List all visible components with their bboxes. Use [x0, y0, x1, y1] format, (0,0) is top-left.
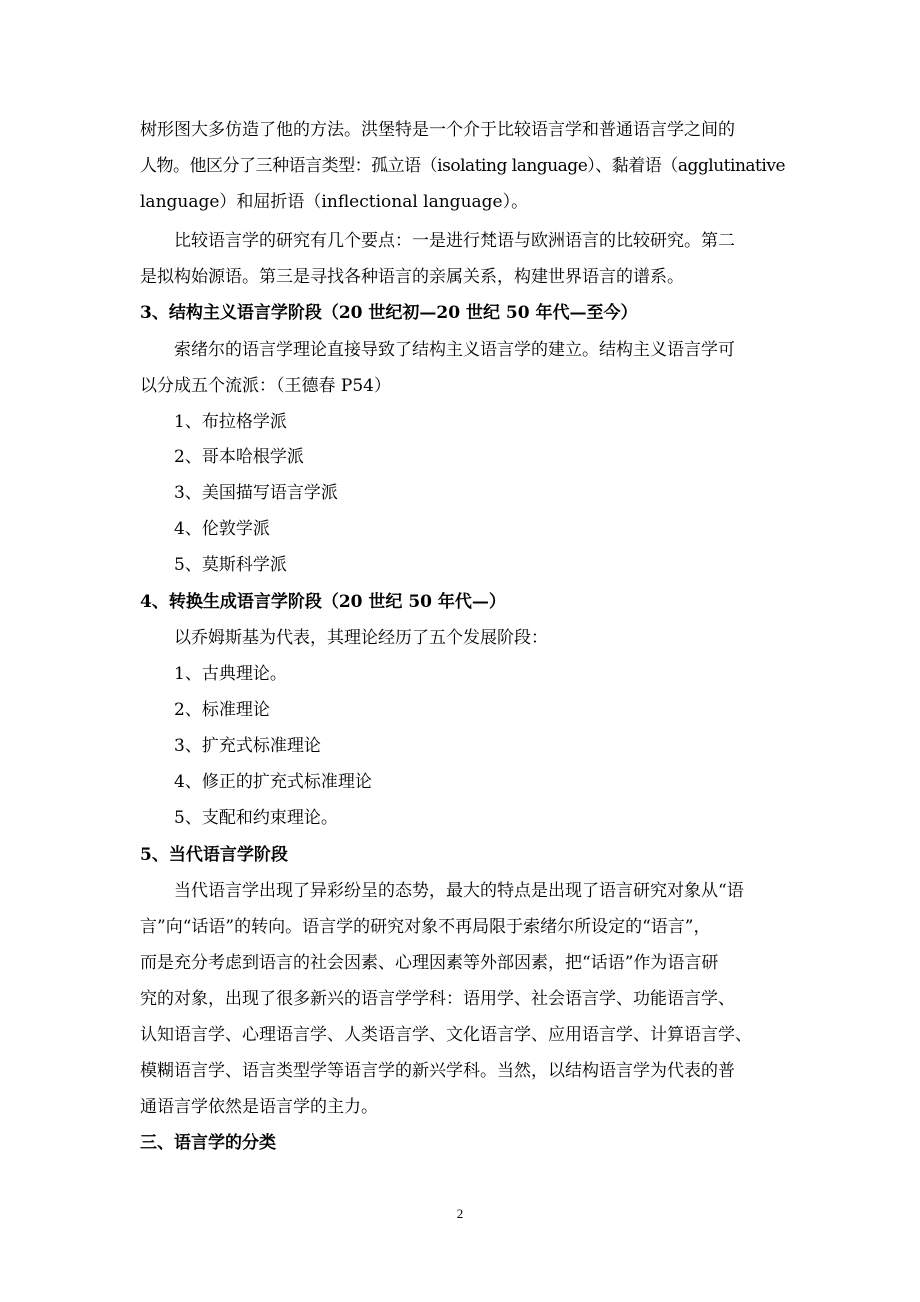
section-heading: 4、转换生成语言学阶段（20 世纪 50 年代—） [140, 592, 506, 612]
text-line: 而是充分考虑到语言的社会因素、心理因素等外部因素，把“话语”作为语言研 [140, 953, 719, 973]
text-line: 究的对象，出现了很多新兴的语言学学科：语用学、社会语言学、功能语言学、 [140, 989, 735, 1009]
text-line: 人物。他区分了三种语言类型：孤立语（isolating language）、黏着语（agglutinative [140, 156, 786, 176]
section-heading: 5、当代语言学阶段 [140, 845, 288, 865]
text-line: 以乔姆斯基为代表，其理论经历了五个发展阶段： [174, 628, 548, 648]
section-heading: 3、结构主义语言学阶段（20 世纪初—20 世纪 50 年代—至今） [140, 303, 638, 323]
text-line: 模糊语言学、语言类型学等语言学的新兴学科。当然，以结构语言学为代表的普 [140, 1061, 735, 1081]
text-line: 当代语言学出现了异彩纷呈的态势，最大的特点是出现了语言研究对象从“语 [174, 881, 744, 901]
list-item: 1、古典理论。 [174, 664, 287, 684]
text-line: 通语言学依然是语言学的主力。 [140, 1097, 378, 1117]
list-item: 2、哥本哈根学派 [174, 447, 304, 467]
text-line: 树形图大多仿造了他的方法。洪堡特是一个介于比较语言学和普通语言学之间的 [140, 120, 735, 140]
list-item: 4、伦敦学派 [174, 519, 270, 539]
text-line: 以分成五个流派：（王德春 P54） [140, 376, 391, 396]
list-item: 5、支配和约束理论。 [174, 808, 338, 828]
list-item: 2、标准理论 [174, 700, 270, 720]
list-item: 3、美国描写语言学派 [174, 483, 338, 503]
chapter-heading: 三、语言学的分类 [140, 1133, 276, 1153]
text-line: 索绪尔的语言学理论直接导致了结构主义语言学的建立。结构主义语言学可 [174, 340, 735, 360]
text-line: 言”向“话语”的转向。语言学的研究对象不再局限于索绪尔所设定的“语言”， [140, 917, 711, 937]
list-item: 4、修正的扩充式标准理论 [174, 772, 372, 792]
text-line: language）和屈折语（inflectional language）。 [140, 192, 529, 212]
text-line: 是拟构始源语。第三是寻找各种语言的亲属关系，构建世界语言的谱系。 [140, 267, 684, 287]
text-line: 认知语言学、心理语言学、人类语言学、文化语言学、应用语言学、计算语言学、 [140, 1025, 752, 1045]
list-item: 1、布拉格学派 [174, 412, 287, 432]
page-number: 2 [456, 1206, 464, 1221]
list-item: 3、扩充式标准理论 [174, 736, 321, 756]
text-line: 比较语言学的研究有几个要点：一是进行梵语与欧洲语言的比较研究。第二 [174, 231, 735, 251]
list-item: 5、莫斯科学派 [174, 555, 287, 575]
